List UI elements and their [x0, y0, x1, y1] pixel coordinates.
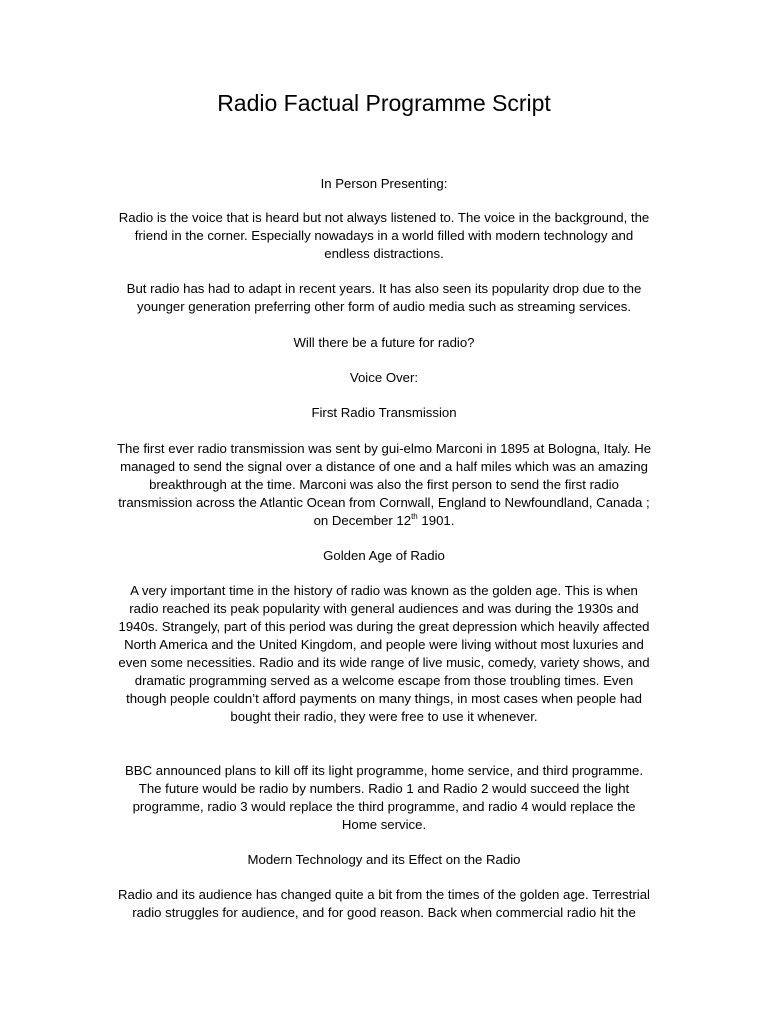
modern-paragraph-line: Radio and its audience has changed quite a bit from the times of the golden age. Terrestrial — [118, 887, 650, 902]
document-title: Radio Factual Programme Script — [217, 90, 551, 116]
intro-paragraph-line: endless distractions. — [324, 246, 444, 261]
golden-age-paragraph-line: dramatic programming served as a welcome escape from those troubling times. Even — [134, 673, 634, 688]
heading-modern-technology: Modern Technology and its Effect on the Radio — [247, 852, 521, 867]
date-superscript: th — [411, 511, 418, 521]
heading-first-transmission: First Radio Transmission — [311, 405, 457, 420]
golden-age-paragraph-line: radio reached its peak popularity with general audiences and was during the 1930s and — [129, 601, 639, 616]
transmission-paragraph-line: The first ever radio transmission was sent by gui-elmo Marconi in 1895 at Bologna, Italy. He — [116, 441, 652, 456]
golden-age-paragraph-line: 1940s. Strangely, part of this period was during the great depression which heavily affected — [118, 619, 650, 634]
heading-golden-age: Golden Age of Radio — [323, 548, 445, 563]
golden-age-paragraph-line: even some necessities. Radio and its wide range of live music, comedy, variety shows, and — [118, 655, 650, 670]
transmission-paragraph-line: managed to send the signal over a distance of one and a half miles which was an amazing — [120, 459, 648, 474]
golden-age-paragraph-line: A very important time in the history of radio was known as the golden age. This is when — [130, 583, 638, 598]
golden-age-paragraph-line: though people couldn’t afford payments on many things, in most cases when people had — [126, 691, 642, 706]
date-suffix: 1901. — [417, 513, 455, 528]
golden-age-paragraph-line: bought their radio, they were free to use it whenever. — [230, 709, 538, 724]
bbc-paragraph-line: BBC announced plans to kill off its light programme, home service, and third programme. — [125, 763, 643, 778]
transmission-date-line — [60, 512, 708, 530]
date-prefix: on December 12 — [313, 513, 412, 528]
transmission-paragraph-line: breakthrough at the time. Marconi was also the first person to send the first radio — [149, 477, 619, 492]
section-label-in-person: In Person Presenting: — [320, 176, 448, 191]
section-label-voice-over: Voice Over: — [349, 370, 419, 385]
adapt-paragraph-line: But radio has had to adapt in recent years. It has also seen its popularity drop due to the — [126, 281, 642, 296]
bbc-paragraph-line: Home service. — [341, 817, 427, 832]
transmission-paragraph-line: transmission across the Atlantic Ocean from Cornwall, England to Newfoundland, Canada ; — [118, 495, 650, 510]
adapt-paragraph-line: younger generation preferring other form of audio media such as streaming services. — [136, 299, 632, 314]
golden-age-paragraph-line: North America and the United Kingdom, and people were living without most luxuries and — [124, 637, 644, 652]
future-question: Will there be a future for radio? — [293, 335, 475, 350]
modern-paragraph-line: radio struggles for audience, and for good reason. Back when commercial radio hit the — [132, 905, 636, 920]
intro-paragraph-line: friend in the corner. Especially nowadays in a world filled with modern technology and — [134, 228, 634, 243]
bbc-paragraph-line: The future would be radio by numbers. Radio 1 and Radio 2 would succeed the light — [138, 781, 630, 796]
intro-paragraph-line: Radio is the voice that is heard but not always listened to. The voice in the background, the — [118, 210, 650, 225]
bbc-paragraph-line: programme, radio 3 would replace the third programme, and radio 4 would replace the — [132, 799, 636, 814]
